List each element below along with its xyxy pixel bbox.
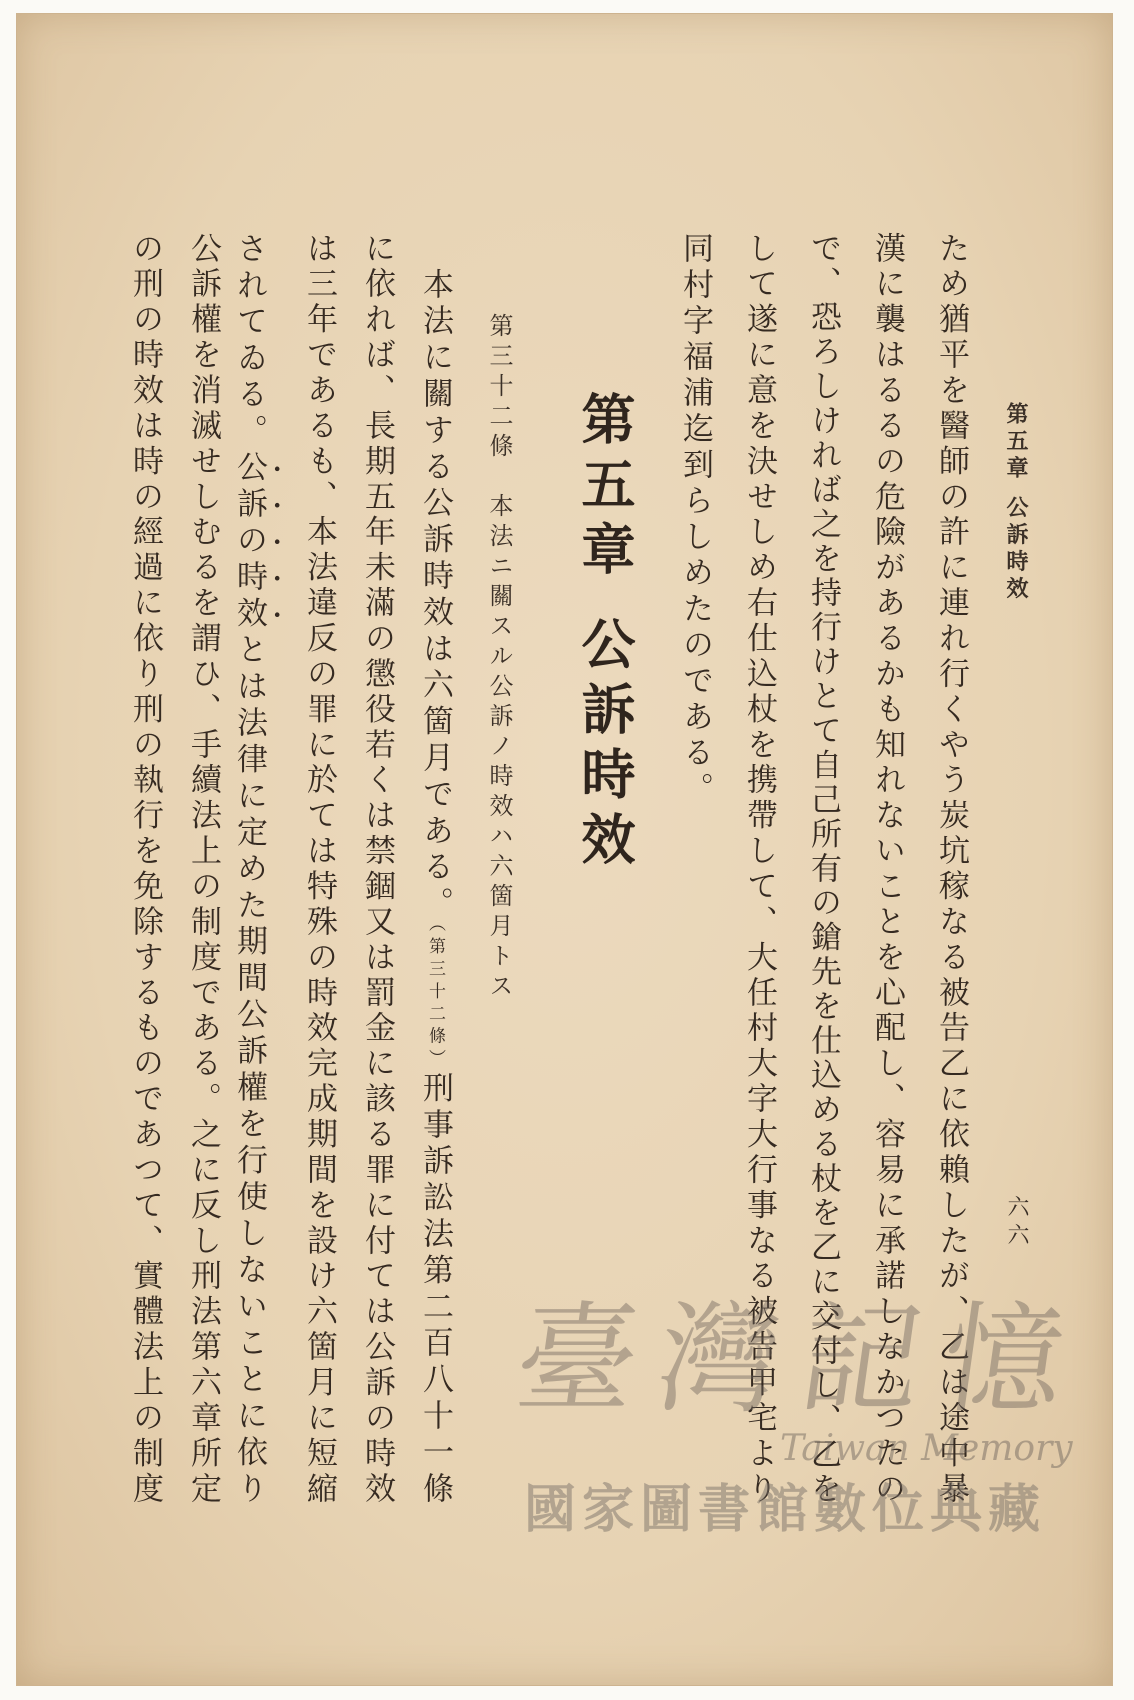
commentary-text: されてゐる。 (231, 232, 267, 451)
commentary-line (178, 232, 228, 1503)
chapter-heading: 第五章 公訴時效 (573, 391, 637, 876)
article-reference: （第三十二條） (425, 923, 445, 1072)
watermark-calligraphy: 臺灣記憶 (507, 1291, 1095, 1430)
body-line: 同村字福浦迄到らしめたのである。 (677, 232, 713, 808)
commentary-line (231, 232, 286, 1504)
page-number: 六六 (1004, 1195, 1029, 1251)
commentary-text: に依れば、長期五年未滿の懲役若くは禁錮又は罰金に該る罪に付ては公訴の時效 (359, 232, 395, 1504)
watermark-english: Taiwan Memory (780, 1428, 1073, 1469)
commentary-line (120, 232, 170, 1503)
commentary-text: は三年であるも、本法違反の罪に於ては特殊の時效完成期間を設け六箇月に短縮 (301, 232, 337, 1503)
commentary-text: 本法に關する公訴時效は六箇月である。 (417, 268, 453, 924)
commentary-text: の刑の時效は時の經過に依り刑の執行を免除するものであつて、實體法上の制度 (127, 232, 163, 1503)
commentary-line (410, 232, 460, 1503)
commentary-text: とは法律に定めた期間公訴權を行使しないことに依り (231, 633, 267, 1504)
body-line: して遂に意を決せしめ右仕込杖を携帶して、大任村大字大行事なる被告甲宅より (741, 232, 777, 1503)
commentary-line (352, 232, 402, 1503)
commentary-text: 公訴權を消滅せしむるを謂ひ、手續法上の制度である。之に反し刑法第六章所定 (185, 232, 221, 1503)
emphasized-term: 公訴の時效 (231, 450, 267, 634)
body-line: で、恐ろしければ之を持行けとて自己所有の鎗先を仕込める杖を乙に交付し、乙を (805, 232, 841, 1504)
running-header: 第五章 公訴時效 (1003, 402, 1029, 604)
watermark-institution: 國家圖書館數位典藏 (524, 1479, 1047, 1540)
body-line: 漢に襲はるるの危險があるかも知れないことを心配し、容易に承諾しなかつたの (869, 232, 905, 1503)
statute-article: 第三十二條 本法ニ關スル公訴ノ時效ハ六箇月トス (485, 313, 513, 1003)
commentary-line (294, 232, 344, 1503)
commentary-text: 刑事訴訟法第二百八十一條 (417, 1071, 453, 1504)
body-line: ため猶平を醫師の許に連れ行くやう炭坑稼なる被告乙に依賴したが、乙は途中暴 (933, 232, 969, 1504)
